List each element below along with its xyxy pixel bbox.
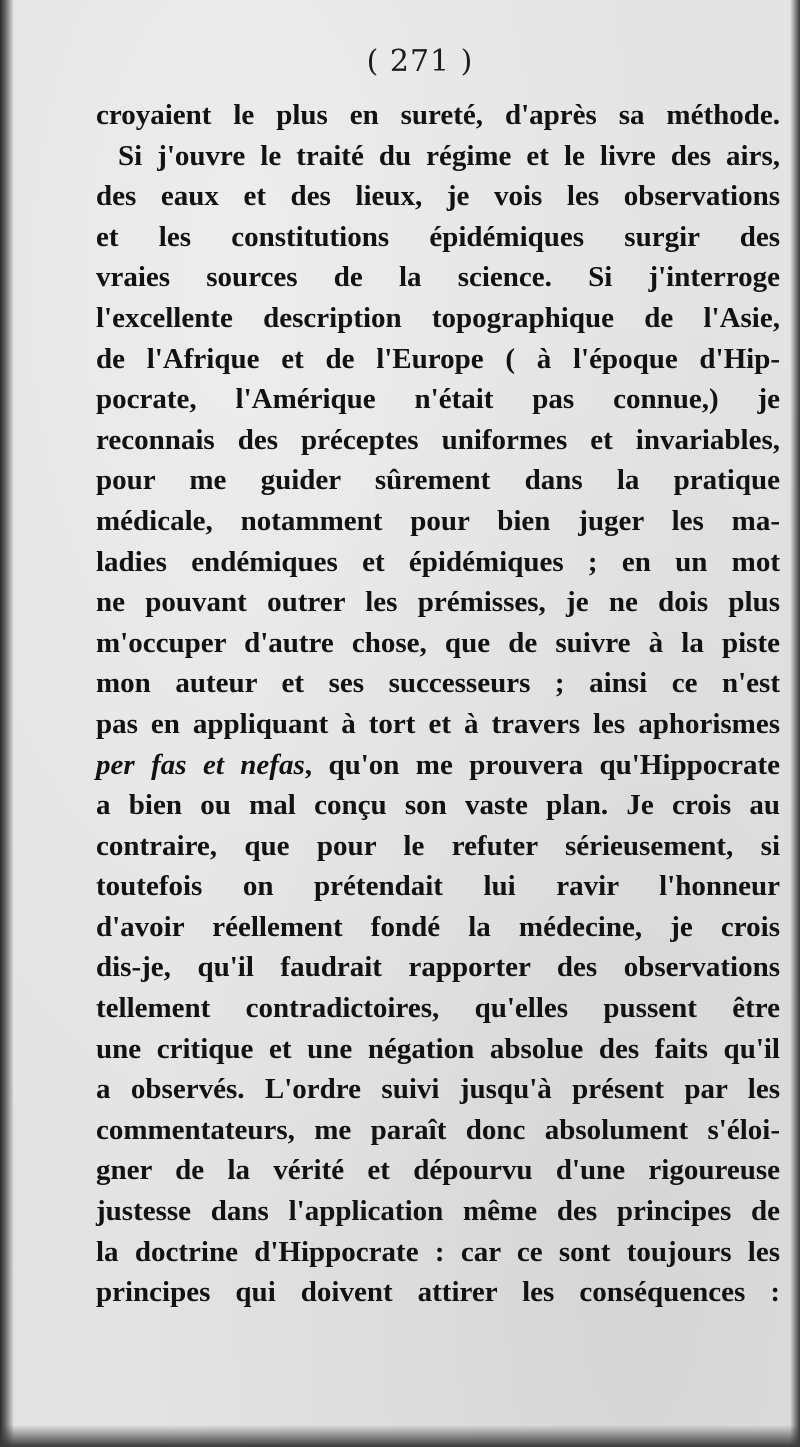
text-line: toutefois on prétendait lui ravir l'honneur — [96, 870, 780, 903]
text-line: la doctrine d'Hippocrate : car ce sont toujours les — [96, 1235, 780, 1268]
text-line: pas en appliquant à tort et à travers les aphorismes — [96, 707, 780, 740]
text-line: pour me guider sûrement dans la pratique — [96, 464, 780, 497]
text-line: justesse dans l'application même des principes de — [96, 1195, 780, 1228]
text-line: Si j'ouvre le traité du régime et le livre des airs, — [118, 139, 780, 172]
text-line: ne pouvant outrer les prémisses, je ne dois plus — [96, 586, 780, 619]
text-line: croyaient le plus en sureté, d'après sa méthode. — [96, 99, 780, 131]
text-line: de l'Afrique et de l'Europe ( à l'époque d'Hip- — [96, 342, 780, 375]
latin-phrase: per fas et nefas — [96, 748, 305, 781]
text-line: m'occuper d'autre chose, que de suivre à la piste — [96, 626, 780, 659]
text-line: l'excellente description topographique de l'Asie, — [96, 301, 780, 334]
page-number: ( 271 ) — [366, 44, 474, 79]
text-line: a observés. L'ordre suivi jusqu'à présent par les — [96, 1073, 780, 1106]
text-line: tellement contradictoires, qu'elles pussent être — [96, 992, 780, 1025]
text-line: vraies sources de la science. Si j'interroge — [96, 261, 780, 294]
text-line: une critique et une négation absolue des faits qu'il — [96, 1032, 780, 1065]
text-line: commentateurs, me paraît donc absolument s'éloi- — [96, 1113, 780, 1146]
text-line: dis-je, qu'il faudrait rapporter des observations — [96, 951, 780, 984]
text-line: a bien ou mal conçu son vaste plan. Je crois au — [96, 789, 780, 822]
text-line: principes qui doivent attirer les conséquences : — [96, 1276, 780, 1309]
text-line: ladies endémiques et épidémiques ; en un mot — [96, 545, 780, 578]
page-edge-left — [0, 0, 14, 1447]
text-line: reconnais des préceptes uniformes et invariables, — [96, 423, 780, 456]
text-line: contraire, que pour le refuter sérieusement, si — [96, 829, 780, 862]
page-edge-right — [790, 0, 800, 1447]
text-line-latin — [96, 745, 780, 786]
text-line: mon auteur et ses successeurs ; ainsi ce n'est — [96, 667, 780, 700]
page-edge-bottom — [0, 1425, 800, 1447]
text-line: pocrate, l'Amérique n'était pas connue,) je — [96, 383, 780, 416]
text-line-rest: , qu'on me prouvera qu'Hippocrate — [304, 748, 780, 781]
text-line: des eaux et des lieux, je vois les observations — [96, 180, 780, 213]
text-line: et les constitutions épidémiques surgir des — [96, 220, 780, 253]
body-text — [96, 95, 780, 1313]
text-line: d'avoir réellement fondé la médecine, je crois — [96, 910, 780, 943]
text-line: médicale, notamment pour bien juger les ma- — [96, 504, 780, 537]
text-line: gner de la vérité et dépourvu d'une rigoureuse — [96, 1154, 780, 1187]
